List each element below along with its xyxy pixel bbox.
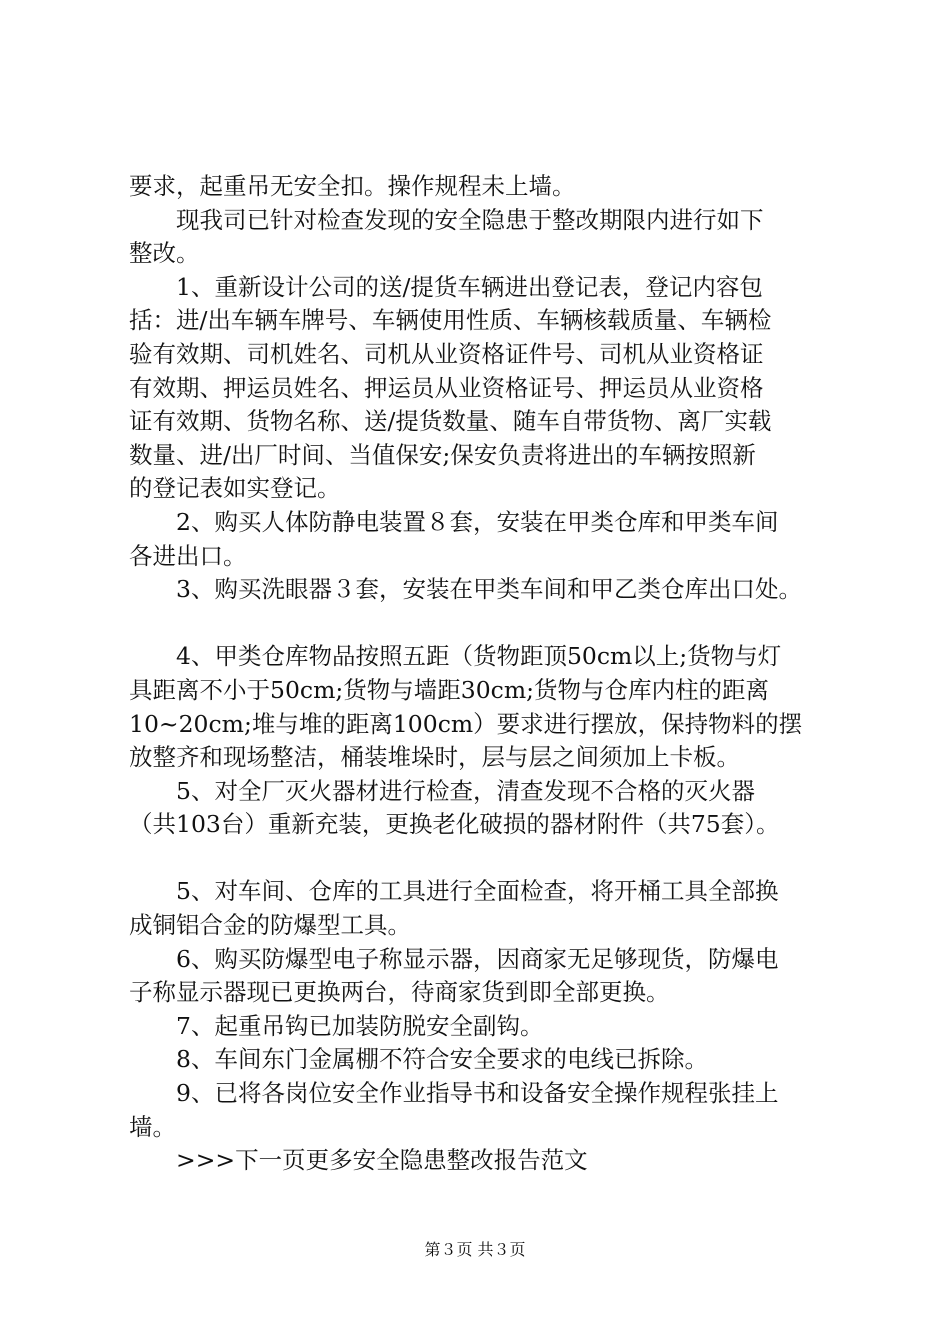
text-line: 具距离不小于50cm;货物与墙距30cm;货物与仓库内柱的距离 [129, 675, 770, 704]
text-line: 成铜铝合金的防爆型工具。 [129, 911, 411, 940]
text-line: 5、对车间、仓库的工具进行全面检查，将开桶工具全部换 [129, 877, 779, 906]
document-body [129, 170, 844, 1178]
text-line: 各进出口。 [129, 541, 247, 570]
text-line: 有效期、押运员姓名、押运员从业资格证号、押运员从业资格 [129, 373, 764, 402]
text-line: 括：进/出车辆车牌号、车辆使用性质、车辆核载质量、车辆检 [129, 306, 772, 335]
text-line: 要求，起重吊无安全扣。操作规程未上墙。 [129, 172, 576, 200]
text-line: 8、车间东门金属棚不符合安全要求的电线已拆除。 [129, 1045, 708, 1074]
text-line: 9、已将各岗位安全作业指导书和设备安全操作规程张挂上 [129, 1079, 779, 1108]
text-line: 现我司已针对检查发现的安全隐患于整改期限内进行如下 [129, 205, 764, 234]
text-line: 的登记表如实登记。 [129, 474, 341, 503]
text-line: 验有效期、司机姓名、司机从业资格证件号、司机从业资格证 [129, 339, 764, 368]
page-footer [0, 1240, 950, 1260]
text-line: 4、甲类仓库物品按照五距（货物距顶50cm以上;货物与灯 [129, 642, 782, 671]
text-line: 1、重新设计公司的送/提货车辆进出登记表，登记内容包 [129, 272, 763, 301]
blank-line [129, 842, 844, 876]
text-line: 7、起重吊钩已加装防脱安全副钩。 [129, 1011, 544, 1040]
blank-line [129, 607, 844, 641]
next-page-link[interactable]: >>>下一页更多安全隐患整改报告范文 [129, 1146, 588, 1175]
page-number: 第３页 共３页 [424, 1240, 526, 1259]
text-line: 子称显示器现已更换两台，待商家货到即全部更换。 [129, 978, 670, 1007]
text-line: 证有效期、货物名称、送/提货数量、随车自带货物、离厂实载 [129, 407, 772, 436]
text-line: 2、购买人体防静电装置８套，安装在甲类仓库和甲类车间 [129, 507, 779, 536]
text-line: 墙。 [129, 1112, 176, 1141]
text-line: （共103台）重新充装，更换老化破损的器材附件（共75套）。 [129, 810, 780, 839]
text-line: 数量、进/出厂时间、当值保安;保安负责将进出的车辆按照新 [129, 440, 756, 469]
text-line: 放整齐和现场整洁，桶装堆垛时，层与层之间须加上卡板。 [129, 743, 740, 772]
text-line: 5、对全厂灭火器材进行检查，清查发现不合格的灭火器 [129, 776, 755, 805]
text-line: 3、购买洗眼器３套，安装在甲类车间和甲乙类仓库出口处。 [129, 575, 802, 604]
text-line: 整改。 [129, 239, 200, 268]
text-line: 6、购买防爆型电子称显示器，因商家无足够现货，防爆电 [129, 944, 779, 973]
text-line: 10~20cm;堆与堆的距离100cm）要求进行摆放，保持物料的摆 [129, 709, 803, 738]
